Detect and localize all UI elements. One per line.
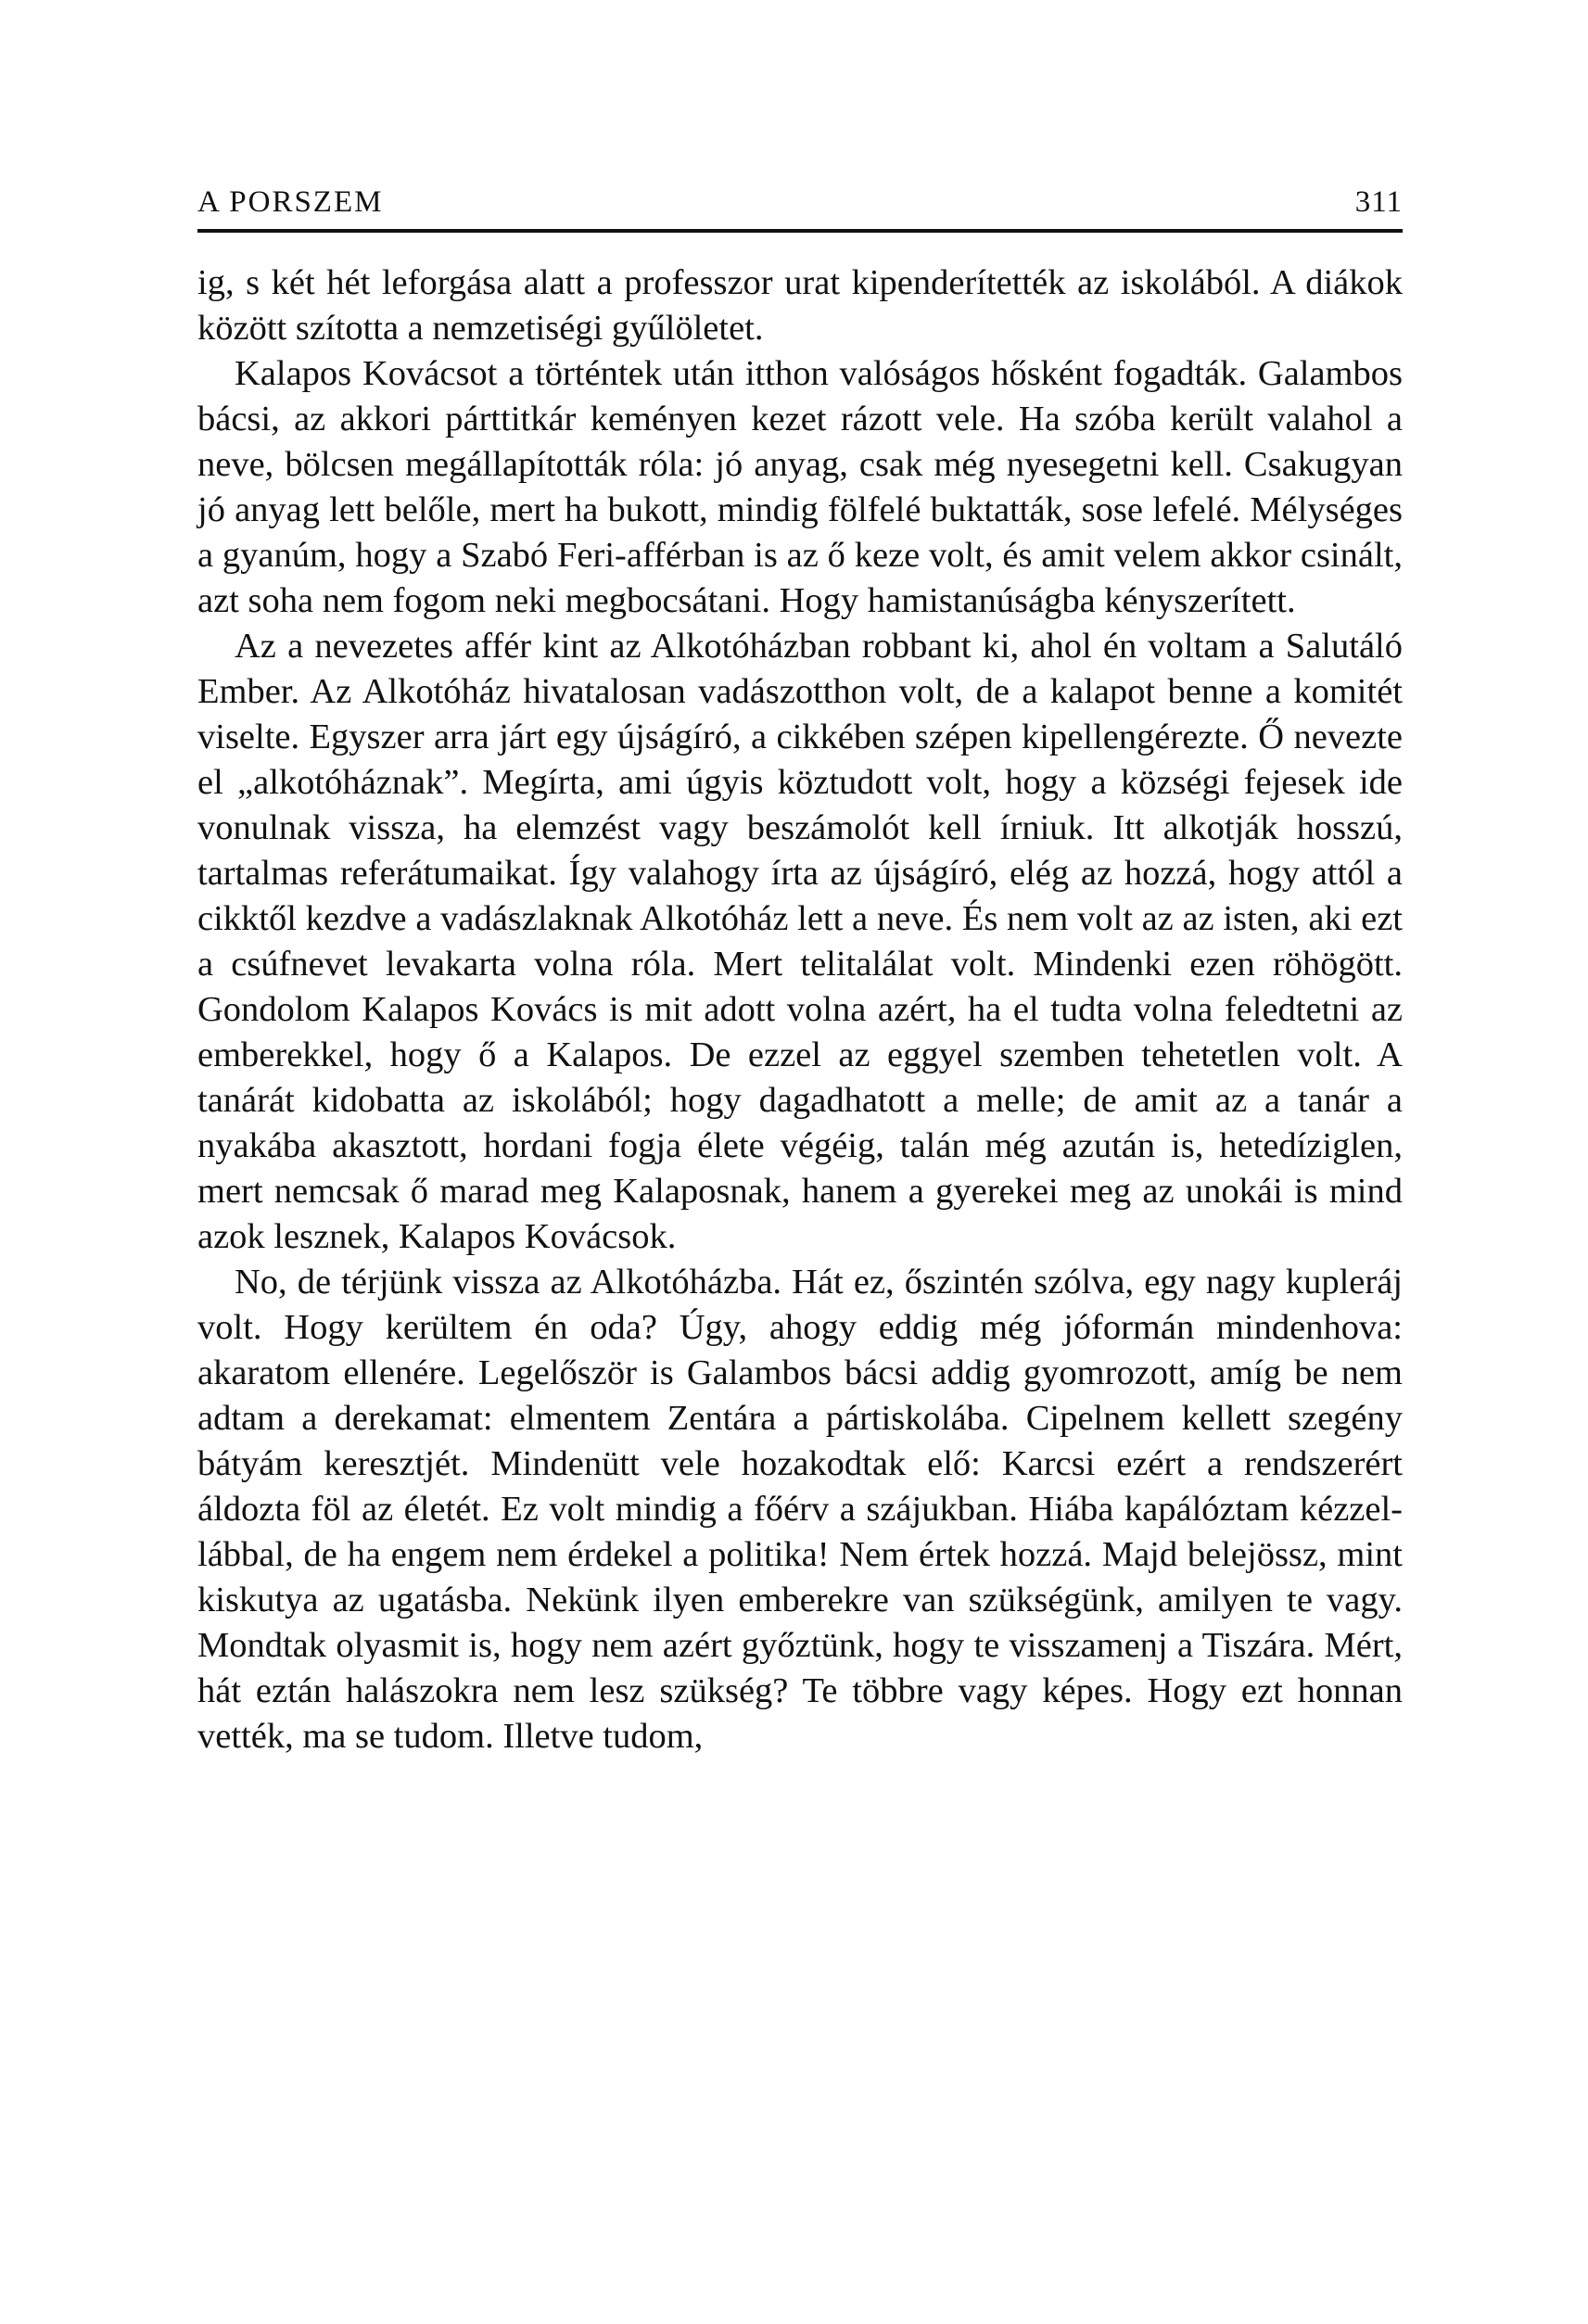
paragraph: ig, s két hét leforgása alatt a professzor urat kipenderítették az iskolából. A diákok között szította a nemzetiségi gyűlöletet. <box>197 263 1403 348</box>
body-text <box>197 260 1403 1759</box>
paragraph: No, de térjünk vissza az Alkotóházba. Hát ez, őszintén szólva, egy nagy kupleráj volt. Hogy kerültem én oda? Úgy, ahogy eddig még jóformán mindenhova: akaratom ellenére. Legelőször is Galambos bácsi addig gyomrozott, amíg be nem adtam a derekamat: elmentem Zentára a pártiskolába. Cipelnem kellett szegény bátyám keresztjét. Mindenütt vele hozakodtak elő: Karcsi ezért a rendszerért áldozta föl az életét. Ez volt mindig a főérv a szájukban. Hiába kapálóztam kézzel-lábbal, de ha engem nem érdekel a politika! Nem értek hozzá. Majd belejössz, mint kiskutya az ugatásba. Nekünk ilyen emberekre van szükségünk, amilyen te vagy. Mondtak olyasmit is, hogy nem azért győztünk, hogy te visszamenj a Tiszára. Mért, hát eztán halászokra nem lesz szükség? Te többre vagy képes. Hogy ezt honnan vették, ma se tudom. Illetve tudom, <box>197 1263 1403 1756</box>
running-head <box>197 185 1403 233</box>
paragraph: Kalapos Kovácsot a történtek után itthon valóságos hősként fogadták. Galambos bácsi, az akkori párttitkár keményen kezet rázott vele. Ha szóba került valahol a neve, bölcsen megállapították róla: jó anyag, csak még nyesegetni kell. Csakugyan jó anyag lett belőle, mert ha bukott, mindig fölfelé buktatták, sose lefelé. Mélységes a gyanúm, hogy a Szabó Feri-afférban is az ő keze volt, és amit velem akkor csinált, azt soha nem fogom neki megbocsátani. Hogy hamistanúságba kényszerített. <box>197 354 1403 620</box>
page-number: 311 <box>1354 185 1403 219</box>
chapter-title: A PORSZEM <box>197 185 384 219</box>
book-page <box>197 185 1403 1759</box>
paragraph: Az a nevezetes affér kint az Alkotóházban robbant ki, ahol én voltam a Salutáló Ember. Az Alkotóház hivatalosan vadászotthon volt, de a kalapot benne a komitét viselte. Egyszer arra járt egy újságíró, a cikkében szépen kipellengérezte. Ő nevezte el „alkotóháznak”. Megírta, ami úgyis köztudott volt, hogy a községi fejesek ide vonulnak vissza, ha elemzést vagy beszámolót kell írniuk. Itt alkotják hosszú, tartalmas referátumaikat. Így valahogy írta az újságíró, elég az hozzá, hogy attól a cikktől kezdve a vadászlaknak Alkotóház lett a neve. És nem volt az az isten, aki ezt a csúfnevet levakarta volna róla. Mert telitalálat volt. Mindenki ezen röhögött. Gondolom Kalapos Kovács is mit adott volna azért, ha el tudta volna feledtetni az emberekkel, hogy ő a Kalapos. De ezzel az eggyel szemben tehetetlen volt. A tanárát kidobatta az iskolából; hogy dagadhatott a melle; de amit az a tanár a nyakába akasztott, hordani fogja élete végéig, talán még azután is, hetedíziglen, mert nemcsak ő marad meg Kalaposnak, hanem a gyerekei meg az unokái is mind azok lesznek, Kalapos Kovácsok. <box>197 627 1403 1256</box>
